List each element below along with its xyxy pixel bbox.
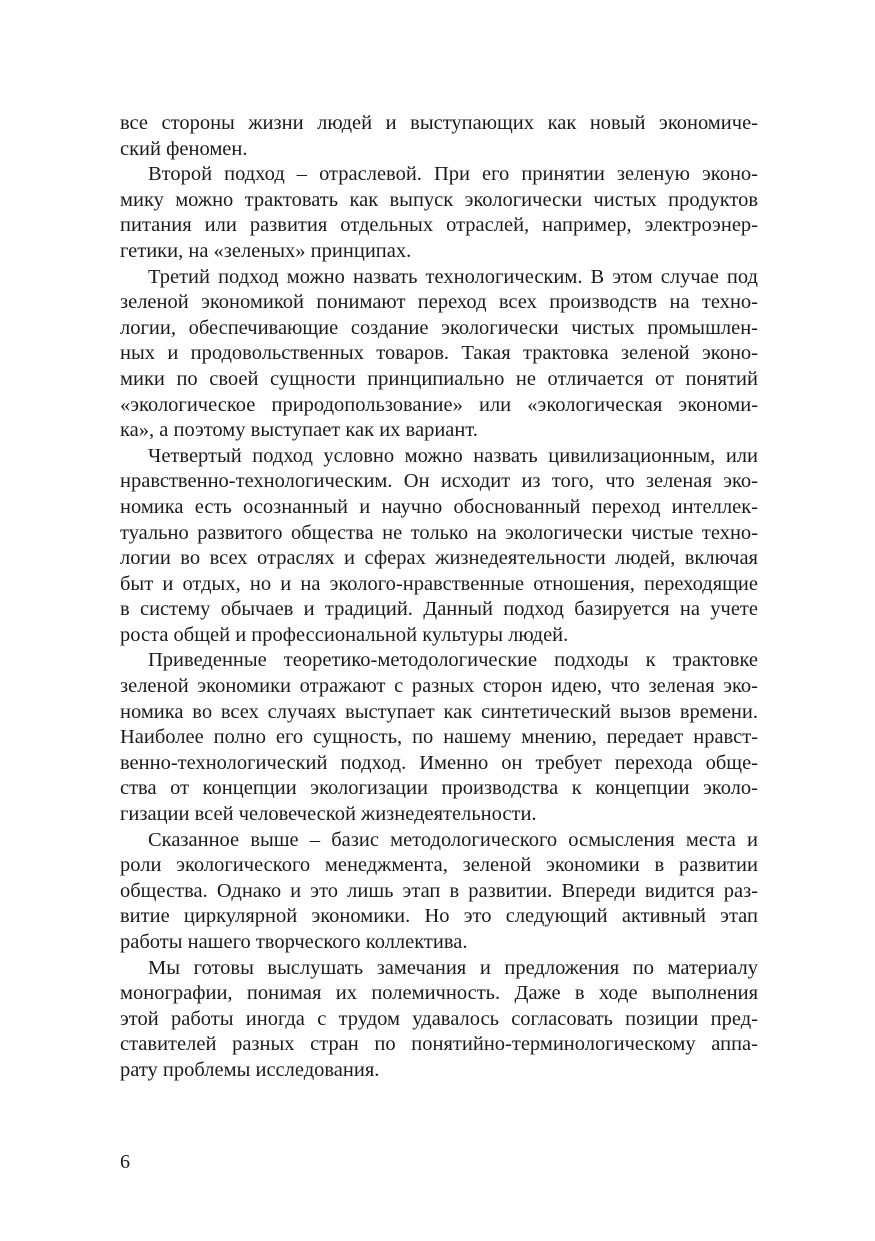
text-line: рату проблемы исследования.	[120, 1058, 380, 1081]
text-line: роста общей и профессиональной культуры людей.	[120, 623, 569, 646]
text-line: мику можно трактовать как выпуск экологически чистых продуктов	[120, 188, 758, 211]
text-line: быт и отдых, но и на эколого-нравственные отношения, переходящие	[120, 572, 758, 595]
paragraph-7	[120, 956, 758, 1084]
text-line: Четвертый подход условно можно назвать цивилизационным, или	[148, 444, 758, 467]
text-line: зеленой экономикой понимают переход всех производств на техно-	[120, 291, 758, 314]
text-line: номика есть осознанный и научно обоснованный переход интеллек-	[120, 495, 758, 518]
text-line: мики по своей сущности принципиально не отличается от понятий	[120, 367, 758, 390]
page-body	[120, 111, 758, 1084]
text-line: гизации всей человеческой жизнедеятельности.	[120, 803, 537, 826]
text-line: этой работы иногда с трудом удавалось согласовать позиции пред-	[120, 1007, 758, 1030]
text-line: Сказанное выше – базис методологического осмысления места и	[148, 828, 758, 851]
text-line: венно-технологический подход. Именно он требует перехода обще-	[120, 751, 758, 774]
text-line: нравственно-технологическим. Он исходит из того, что зеленая эко-	[120, 470, 758, 493]
paragraph-2	[120, 162, 758, 264]
text-line: зеленой экономики отражают с разных сторон идею, что зеленая эко-	[120, 675, 758, 698]
text-line: монографии, понимая их полемичность. Даже в ходе выполнения	[120, 982, 758, 1005]
text-line: роли экологического менеджмента, зеленой экономики в развитии	[120, 854, 758, 877]
text-line: гетики, на «зеленых» принципах.	[120, 239, 412, 262]
paragraph-5	[120, 648, 758, 827]
text-line: туально развитого общества не только на экологически чистые техно-	[120, 521, 758, 544]
text-line: ства от концепции экологизации производства к концепции эколо-	[120, 777, 758, 800]
paragraph-3	[120, 265, 758, 444]
paragraph-6	[120, 828, 758, 956]
text-line: все стороны жизни людей и выступающих как новый экономиче-	[120, 112, 758, 134]
text-line: Третий подход можно назвать технологическим. В этом случае под	[148, 265, 758, 288]
page-number: 6	[120, 1151, 130, 1173]
text-line: ных и продовольственных товаров. Такая трактовка зеленой эконо-	[120, 342, 758, 365]
text-line: Наиболее полно его сущность, по нашему мнению, передает нравст-	[120, 726, 758, 749]
text-line: витие циркулярной экономики. Но это следующий активный этап	[120, 905, 758, 928]
text-line: общества. Однако и это лишь этап в развитии. Впереди видится раз-	[120, 879, 758, 902]
paragraph-4	[120, 444, 758, 649]
text-line: номика во всех случаях выступает как синтетический вызов времени.	[120, 700, 758, 723]
paragraph-1	[120, 111, 758, 162]
text-line: «экологическое природопользование» или «экологическая экономи-	[120, 393, 758, 416]
text-line: логии во всех отраслях и сферах жизнедеятельности людей, включая	[120, 547, 758, 570]
text-line: ставителей разных стран по понятийно-терминологическому аппа-	[120, 1033, 758, 1056]
text-line: Второй подход – отраслевой. При его принятии зеленую эконо-	[148, 163, 758, 186]
text-line: ский феномен.	[120, 137, 248, 160]
text-line: питания или развития отдельных отраслей, например, электроэнер-	[120, 214, 758, 237]
text-line: работы нашего творческого коллектива.	[120, 931, 468, 953]
text-line: Приведенные теоретико-методологические подходы к трактовке	[148, 649, 758, 672]
text-line: логии, обеспечивающие создание экологически чистых промышлен-	[120, 316, 758, 339]
text-line: Мы готовы выслушать замечания и предложения по материалу	[148, 956, 758, 979]
text-line: ка», а поэтому выступает как их вариант.	[120, 419, 478, 442]
text-line: в систему обычаев и традиций. Данный подход базируется на учете	[120, 598, 758, 621]
